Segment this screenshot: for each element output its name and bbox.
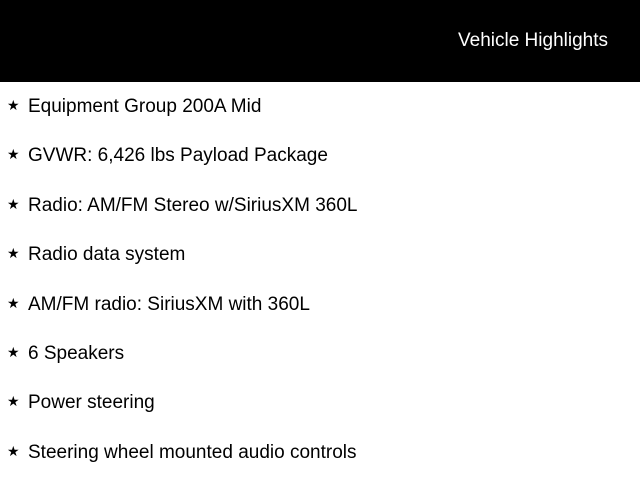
page-title: Vehicle Highlights [458,30,608,51]
list-item-label: Power steering [28,392,155,414]
header-bar [0,0,640,82]
star-icon: ★ [7,294,20,311]
list-item [0,378,640,427]
highlights-list [0,82,640,477]
list-item-label: Radio data system [28,244,186,266]
list-item-label: Radio: AM/FM Stereo w/SiriusXM 360L [28,194,358,216]
list-item [0,280,640,329]
list-item [0,329,640,378]
list-item-label: Steering wheel mounted audio controls [28,441,357,463]
list-item-label: Equipment Group 200A Mid [28,96,262,117]
star-icon: ★ [7,393,20,410]
list-item [0,82,640,131]
list-item [0,131,640,180]
list-item-label: GVWR: 6,426 lbs Payload Package [28,145,328,167]
star-icon: ★ [7,245,20,262]
star-icon: ★ [7,195,20,212]
list-item [0,230,640,279]
list-item [0,181,640,230]
star-icon: ★ [7,146,20,163]
list-item-label: AM/FM radio: SiriusXM with 360L [28,293,310,315]
star-icon: ★ [7,97,20,113]
star-icon: ★ [7,442,20,459]
list-item [0,428,640,477]
list-item-label: 6 Speakers [28,342,125,364]
star-icon: ★ [7,343,20,360]
